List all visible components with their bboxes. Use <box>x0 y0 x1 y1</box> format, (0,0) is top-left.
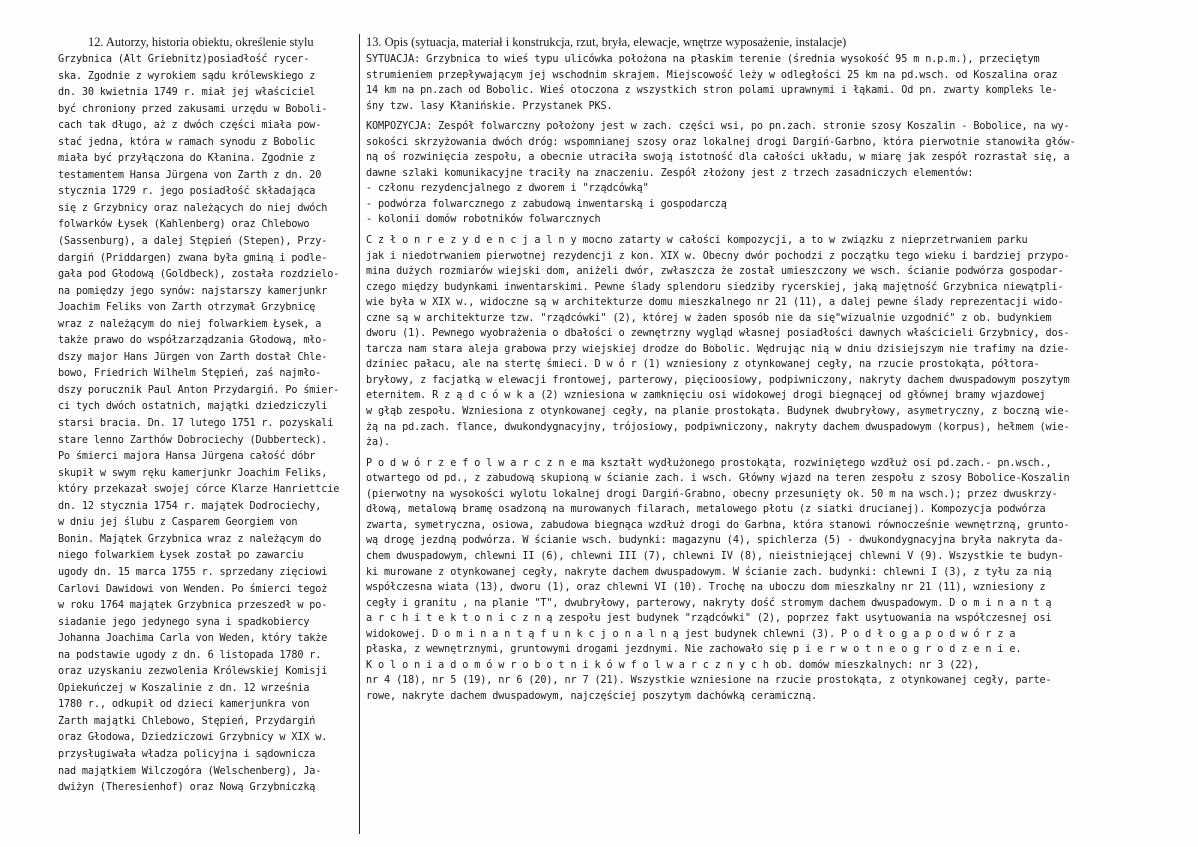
text-line: skupił w swym ręku kamerjunkr Joachim Feliks, <box>58 467 328 479</box>
text-line: - członu rezydencjalnego z dworem i "rządcówką" <box>366 183 649 195</box>
text-line: miała być przyłączona do Kłanina. Zgodnie z <box>58 153 316 165</box>
text-line: stare lenno Zarthów Dobrociechy (Dubberteck). <box>58 434 328 446</box>
text-line: być chroniony przed zakusami urzędu w Boboli- <box>58 103 328 115</box>
description-heading: 13. Opis (sytuacja, materiał i konstrukcja, rzut, bryła, elewacje, wnętrze wyposażenie, instalacje) <box>366 35 847 49</box>
text-line: śny tzw. lasy Kłanińskie. Przystanek PKS. <box>366 100 613 112</box>
text-line: przysługiwała władza policyjna i sądownicza <box>58 748 316 760</box>
text-line: K o l o n i a d o m ó w r o b o t n i k ó w f o l w a r c z n y c h ob. domów mieszkalnych: nr 3 (22), <box>366 659 980 671</box>
text-line: bowo, Friedrich Wilhelm Stępień, zaś najmło- <box>58 368 322 380</box>
history-column <box>58 34 354 797</box>
text-line: żą na pd.zach. flance, dwukondygnacyjny, trójosiowy, podpiwniczony, nakryty dachem dwuspadowym (korpus), hełmem (wie- <box>366 421 1070 433</box>
text-line: współczesna wiata (13), dworu (1), oraz chlewni VI (10). Trochę na uboczu dom mieszkalny nr 21 (11), wzniesiony z <box>366 582 1046 594</box>
text-line: który przekazał swojej córce Klarze Hanriettcie <box>58 484 340 496</box>
text-line: cegły i granitu , na planie "T", dwubryłowy, parterowy, nakryty dość stromym dachem dwuspadowym. D o m i n a n t ą <box>366 597 1052 609</box>
text-line: także prawo do współzarządzania Głodową, mło- <box>58 335 328 347</box>
text-line: Zarth majątki Chlebowo, Stępień, Przydargiń <box>58 715 316 727</box>
text-line: dłową, metalową bramę osadzoną na murowanych filarach, metalowego płotu (z siatki drucianej). Kompozycja podwórza <box>366 504 1046 516</box>
text-line: jak i niedotrwaniem pierwotnej rezydencji z kon. XIX w. Obecny dwór pochodzi z początku tego wieku i bardziej przypo- <box>366 250 1070 262</box>
text-line: się z Grzybnicy oraz należących do niej dwóch <box>58 202 328 214</box>
text-line: czego między budynkami inwentarskimi. Pewne ślady splendoru siedziby rycerskiej, jaką majętność Grzybnica niewątpli- <box>366 281 1064 293</box>
text-line: na podstawie ugody z dn. 6 listopada 1780 r. <box>58 649 322 661</box>
text-line: płaska, z wewnętrznymi, gruntowymi drogami jezdnymi. Nie zachowało się p i e r w o t n e o g r o d z e n i e. <box>366 644 1022 656</box>
text-line: wą drogę jezdną podwórza. W ścianie wsch. budynki: magazynu (4), spichlerza (5) - dwukondygnacyjna bryła nakryta da- <box>366 535 1064 547</box>
text-line: oraz uzyskaniu zezwolenia Królewskiej Komisji <box>58 666 328 678</box>
text-line: bryłowy, z facjatką w elewacji frontowej, parterowy, pięcioosiowy, podpiwniczony, nakryty dachem dwuspadowym poszytym <box>366 374 1070 386</box>
text-line: otwartego od pd., z zabudową skupioną w ścianie zach. i wsch. Główny wjazd na teren zespołu z szosy Bobolice-Koszalin <box>366 473 1070 485</box>
text-line: wie była w XIX w., widoczne są w architekturze domu mieszkalnego nr 21 (11), a dalej pewne ślady reprezentacji wido- <box>366 297 1064 309</box>
text-line: dwiżyn (Theresienhof) oraz Nową Grzybniczką <box>58 782 316 794</box>
description-text <box>366 52 1186 704</box>
text-line: folwarków Łysek (Kahlenberg) oraz Chlebowo <box>58 219 310 231</box>
text-line: - kolonii domów robotników folwarcznych <box>366 214 601 226</box>
text-line: dawne szlaki komunikacyjne traciły na znaczeniu. Zespół złożony jest z trzech zasadniczych elementów: <box>366 167 974 179</box>
text-line: P o d w ó r z e f o l w a r c z n e ma kształt wydłużonego prostokąta, rozwiniętego wzdłuż osi pd.zach.- pn.wsch., <box>366 457 1052 469</box>
text-line: dszy porucznik Paul Anton Przydargiń. Po śmier- <box>58 384 340 396</box>
text-line: stycznia 1729 r. jego posiadłość składająca <box>58 186 316 198</box>
text-line: ci tych dwóch ostatnich, majątki dziedziczyli <box>58 401 328 413</box>
text-line: Carlovi Dawidowi von Wenden. Po śmierci tegoż <box>58 583 328 595</box>
column-divider <box>359 34 360 834</box>
text-line: Grzybnica (Alt Griebnitz)posiadłość rycer- <box>58 54 310 65</box>
text-line: tarcza nam stara aleja grabowa przy wiejskiej drodze do Bobolic. Wędrując nią w dniu dzisiejszym nie trafimy na dzie- <box>366 343 1070 355</box>
text-line: niego folwarkiem Łysek został po zawarciu <box>58 550 304 562</box>
text-line: na pomiędzy jego synów: najstarszy kamerjunkr <box>58 285 328 297</box>
text-line: starsi bracia. Dn. 17 lutego 1751 r. pozyskali <box>58 418 334 430</box>
text-line: Bonin. Majątek Grzybnica wraz z należącym do <box>58 533 322 545</box>
text-line: cach tak długo, aż z dwóch części miała pow- <box>58 120 322 132</box>
text-line: dziniec pałacu, ale na stertę śmieci. D w ó r (1) wzniesiony z otynkowanej cegły, na rzucie prostokąta, półtora- <box>366 359 1040 371</box>
text-line: widokowej. D o m i n a n t ą f u n k c j o n a l n ą jest budynek chlewni (3). P o d ł o g a p o d w ó r z a <box>366 628 1016 640</box>
text-line: (pierwotny na wysokości wylotu lokalnej drogi Dargiń-Grabno, obecny przesunięty ok. 50 m na wsch.); przez dwuskrzy- <box>366 488 1058 500</box>
text-line: stać jedna, która w ramach synodu z Bobolic <box>58 136 316 148</box>
text-line: w roku 1764 majątek Grzybnica przeszedł w po- <box>58 600 328 612</box>
text-line: (Sassenburg), a dalej Stępień (Stepen), Przy- <box>58 236 328 248</box>
text-line: dn. 12 stycznia 1754 r. majątek Dodrociechy, <box>58 500 322 512</box>
text-line: sokości skrzyżowania dwóch dróg: wspomnianej szosy oraz lokalnej drogi Dargiń-Garbno, która pierwotnie stanowiła głów- <box>366 136 1076 148</box>
text-line: testamentem Hansa Jürgena von Zarth z dn. 20 <box>58 169 322 181</box>
text-line: gała pod Głodową (Goldbeck), została rozdzielo- <box>58 269 340 281</box>
description-column <box>366 34 1186 704</box>
text-line: a r c h i t e k t o n i c z n ą zespołu jest budynek "rządcówki" (2), poprzez fakt usytuowania na współczesnej osi <box>366 613 1052 625</box>
history-heading: 12. Autorzy, historia obiektu, określenie stylu <box>88 35 314 49</box>
text-line: dworu (1). Pewnego wyobrażenia o dbałości o zewnętrzny wygląd własnej posiadłości dawnych właścicieli Grzybnicy, dos- <box>366 328 1070 340</box>
text-line: ki murowane z otynkowanej cegły, nakryte dachem dwuspadowym. W ścianie zach. budynki: chlewni I (3), z tyłu za nią <box>366 566 1052 578</box>
text-line: mina dużych rozmiarów wiejski dom, aniżeli dwór, zwłaszcza że został umieszczony we wsch. ścianie podwórza gospodar- <box>366 266 1064 278</box>
text-line: ża). <box>366 437 391 449</box>
text-line: nad majątkiem Wilczogóra (Welschenberg), Ja- <box>58 765 322 777</box>
text-line: SYTUACJA: Grzybnica to wieś typu ulicówka położona na płaskim terenie (średnia wysokość 95 m n.p.m.), przeciętym <box>366 54 1040 65</box>
text-line: strumieniem przepływającym jej wschodnim skrajem. Miejscowość leży w odległości 25 km na pd.wsch. od Koszalina oraz <box>366 69 1058 81</box>
text-line: Po śmierci majora Hansa Jürgena całość dóbr <box>58 451 316 463</box>
text-line: 1780 r., odkupił od dzieci kamerjunkra von <box>58 699 310 711</box>
text-line: czne są w architekturze tzw. "rządcówki" (2), której w żaden sposób nie da się"wizualnie uzgodnić" z ob. budynkiem <box>366 312 1052 324</box>
text-line: dn. 30 kwietnia 1749 r. miał jej właściciel <box>58 87 316 99</box>
text-line: eternitem. R z ą d c ó w k a (2) wzniesiona w zamknięciu osi widokowej drogi biegnącej od głównej bramy wjazdowej <box>366 390 1046 402</box>
text-line: ną oś rozwinięcia zespołu, a obecnie utraciła swoją istotność dla całości układu, w miarę jak zespół rozrastał się, a <box>366 152 1070 164</box>
text-line: rowe, nakryte dachem dwuspadowym, najczęściej poszytym dachówką ceramiczną. <box>366 690 818 702</box>
text-line: Johanna Joachima Carla von Weden, który także <box>58 633 328 645</box>
text-line: dszy major Hans Jürgen von Zarth dostał Chle- <box>58 351 328 363</box>
text-line: ugody dn. 15 marca 1755 r. sprzedany zięciowi <box>58 566 328 578</box>
history-text <box>58 52 354 797</box>
text-line: w dniu jej ślubu z Casparem Georgiem von <box>58 517 298 529</box>
text-line: zwarta, symetryczna, osiowa, zabudowa biegnąca wzdłuż drogi do Garbna, która stanowi równocześnie wewnętrzną, grunto- <box>366 519 1070 531</box>
text-line: oraz Głodowa, Dziedziczowi Grzybnicy w XIX w. <box>58 732 328 744</box>
text-line: - podwórza folwarcznego z zabudową inwentarską i gospodarczą <box>366 198 727 210</box>
text-line: nr 4 (18), nr 5 (19), nr 6 (20), nr 7 (21). Wszystkie wzniesione na rzucie prostokąta, z otynkowanej cegły, parte- <box>366 675 1052 687</box>
text-line: C z ł o n r e z y d e n c j a l n y mocno zatarty w całości kompozycji, a to w związku z nieprzetrwaniem parku <box>366 235 1028 247</box>
text-line: KOMPOZYCJA: Zespół folwarczny położony jest w zach. części wsi, po pn.zach. stronie szosy Koszalin - Bobolice, na wy- <box>366 121 1070 133</box>
text-line: chem dwuspadowym, chlewni II (6), chlewni III (7), chlewni IV (8), nieistniejącej chlewni V (9). Wszystkie te budyn- <box>366 550 1064 562</box>
text-line: dargiń (Priddargen) zwana była gminą i podle- <box>58 252 328 264</box>
text-line: 14 km na pn.zach od Bobolic. Wieś otoczona z wszystkich stron polami uprawnymi i łąkami. Od pn. zwarty kompleks le- <box>366 85 1058 97</box>
text-line: wraz z należącym do niej folwarkiem Łysek, a <box>58 318 322 330</box>
text-line: w głąb zespołu. Wzniesiona z otynkowanej cegły, na planie prostokąta. Budynek dwubryłowy, asymetryczny, z boczną wie- <box>366 406 1070 418</box>
text-line: Joachim Feliks von Zarth otrzymał Grzybnicę <box>58 302 316 314</box>
text-line: siadanie jego jedynego syna i spadkobiercy <box>58 616 310 628</box>
text-line: ska. Zgodnie z wyrokiem sądu królewskiego z <box>58 70 316 82</box>
text-line: Opiekuńczej w Koszalinie z dn. 12 września <box>58 682 310 694</box>
